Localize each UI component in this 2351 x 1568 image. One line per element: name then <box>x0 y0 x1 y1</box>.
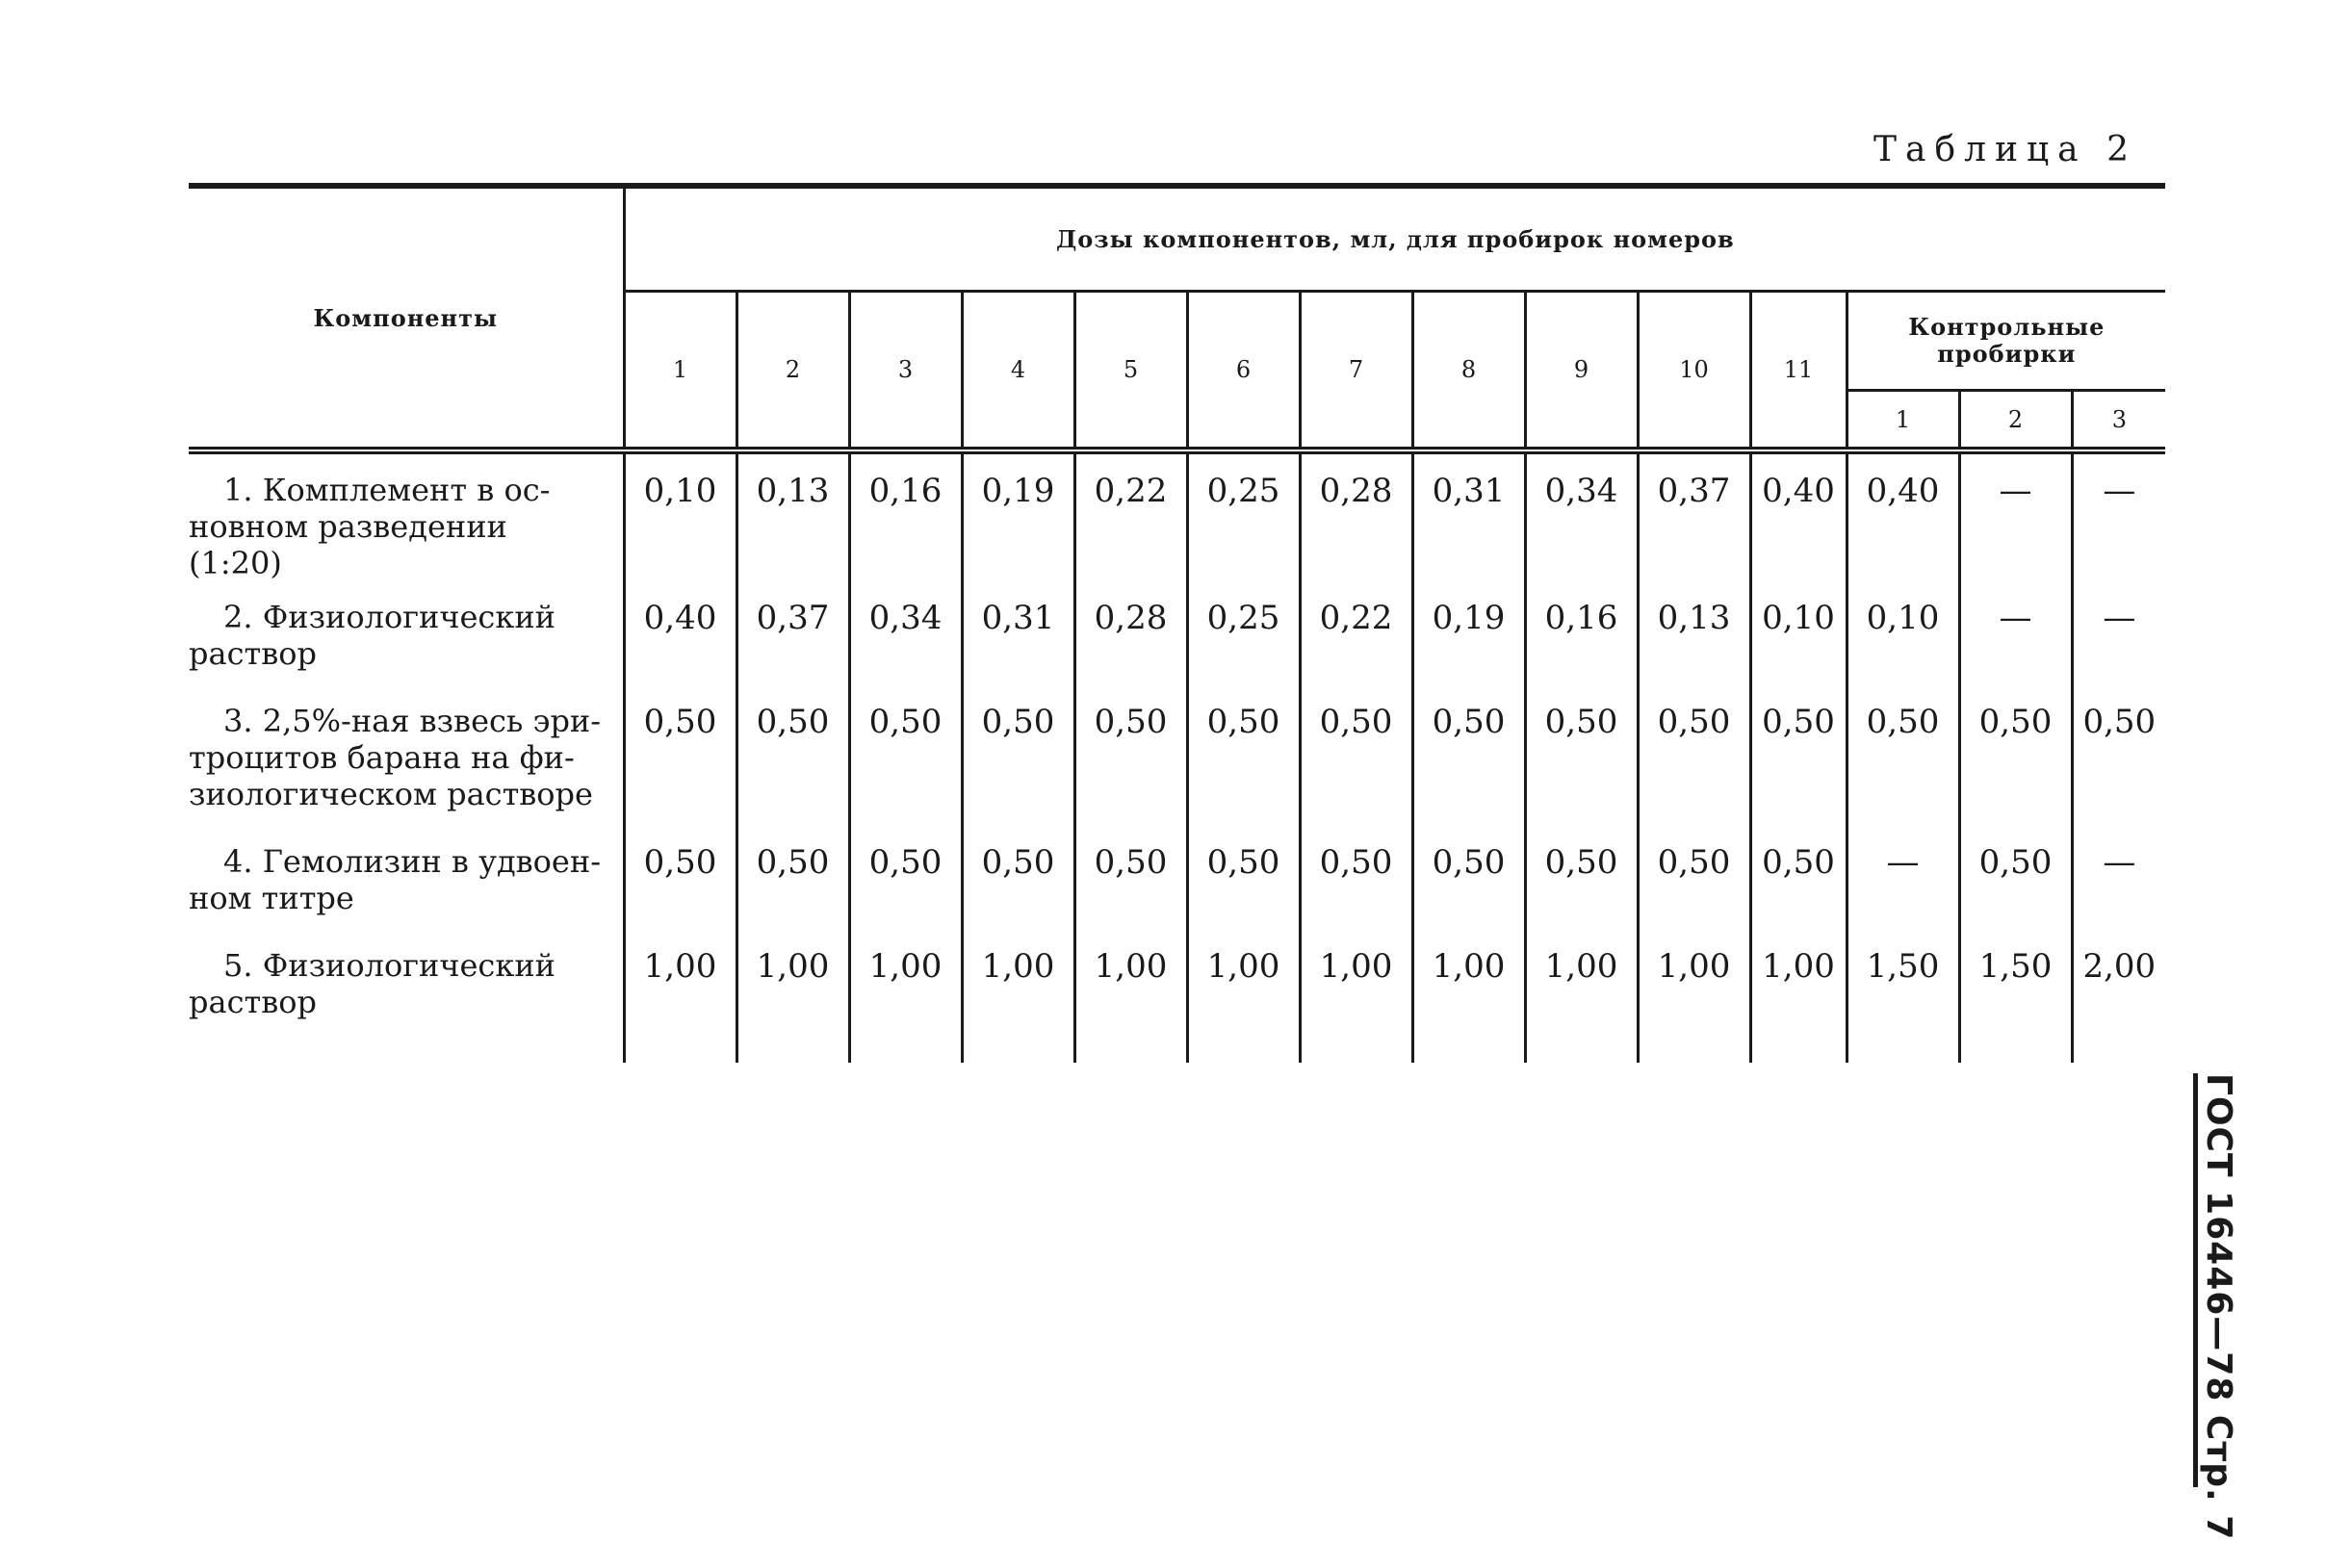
dose-cell: 0,50 <box>736 685 849 826</box>
control-dose-cell: 0,50 <box>2072 685 2165 826</box>
page-side-title <box>2193 1073 2243 1541</box>
dose-cell: 0,50 <box>1525 685 1638 826</box>
control-tube-number: 3 <box>2072 391 2165 451</box>
tube-number: 9 <box>1525 292 1638 451</box>
tube-number: 11 <box>1750 292 1847 451</box>
control-dose-cell: 1,50 <box>1959 930 2072 1063</box>
dose-cell: 0,50 <box>849 826 962 930</box>
dose-cell: 0,40 <box>1750 450 1847 581</box>
component-name: 5. Физиологический раствор <box>189 947 555 1020</box>
dose-cell: 0,50 <box>1638 826 1750 930</box>
dose-cell: 0,50 <box>624 826 736 930</box>
dose-cell: 0,16 <box>849 450 962 581</box>
dose-cell: 0,28 <box>1074 581 1187 685</box>
dose-cell: 1,00 <box>1187 930 1300 1063</box>
tube-number: 8 <box>1412 292 1525 451</box>
dose-cell: 0,40 <box>624 581 736 685</box>
control-dose-cell: 2,00 <box>2072 930 2165 1063</box>
dose-cell: 0,50 <box>1412 685 1525 826</box>
standard-page-number: ГОСТ 16446—78 Стр. 7 <box>2199 1073 2238 1541</box>
dose-cell: 0,50 <box>1187 685 1300 826</box>
dose-cell: 0,25 <box>1187 581 1300 685</box>
dose-cell: 1,00 <box>624 930 736 1063</box>
dose-cell: 0,22 <box>1074 450 1187 581</box>
control-dose-cell: 0,50 <box>1847 685 1959 826</box>
dose-cell: 0,50 <box>1525 826 1638 930</box>
dose-cell: 0,50 <box>1074 826 1187 930</box>
tube-number: 6 <box>1187 292 1300 451</box>
control-dose-cell: 0,40 <box>1847 450 1959 581</box>
dose-cell: 1,00 <box>849 930 962 1063</box>
control-dose-cell: — <box>2072 450 2165 581</box>
dose-table <box>189 183 2165 1063</box>
control-dose-cell: — <box>1959 581 2072 685</box>
tube-number: 2 <box>736 292 849 451</box>
dose-cell: 0,28 <box>1300 450 1412 581</box>
dose-cell: 0,50 <box>962 826 1074 930</box>
dose-cell: 0,13 <box>736 450 849 581</box>
dose-cell: 0,50 <box>1750 685 1847 826</box>
tube-number: 4 <box>962 292 1074 451</box>
table-row <box>189 826 2165 930</box>
dose-cell: 0,50 <box>1300 826 1412 930</box>
dose-cell: 0,37 <box>1638 450 1750 581</box>
dose-cell: 0,19 <box>962 450 1074 581</box>
control-dose-cell: — <box>2072 826 2165 930</box>
dose-cell: 0,50 <box>962 685 1074 826</box>
control-dose-cell: 0,50 <box>1959 826 2072 930</box>
dose-cell: 1,00 <box>736 930 849 1063</box>
dose-cell: 0,50 <box>624 685 736 826</box>
control-dose-cell: — <box>2072 581 2165 685</box>
tube-number: 3 <box>849 292 962 451</box>
table-row <box>189 581 2165 685</box>
table-row <box>189 930 2165 1063</box>
dose-cell: 0,50 <box>736 826 849 930</box>
table-row <box>189 450 2165 581</box>
control-dose-cell: — <box>1847 826 1959 930</box>
dose-cell: 0,25 <box>1187 450 1300 581</box>
tube-number: 5 <box>1074 292 1187 451</box>
control-dose-cell: 0,50 <box>1959 685 2072 826</box>
doses-header: Дозы компонентов, мл, для пробирок номеров <box>624 186 2165 292</box>
dose-cell: 1,00 <box>1300 930 1412 1063</box>
dose-cell: 0,50 <box>1412 826 1525 930</box>
dose-cell: 1,00 <box>962 930 1074 1063</box>
dose-cell: 0,34 <box>1525 450 1638 581</box>
tube-number: 7 <box>1300 292 1412 451</box>
control-dose-cell: 1,50 <box>1847 930 1959 1063</box>
dose-cell: 0,37 <box>736 581 849 685</box>
dose-cell: 0,10 <box>1750 581 1847 685</box>
control-tube-number: 1 <box>1847 391 1959 451</box>
component-name: 4. Гемолизин в удвоен- ном титре <box>189 843 601 916</box>
dose-cell: 0,22 <box>1300 581 1412 685</box>
dose-cell: 0,50 <box>1074 685 1187 826</box>
component-name: 3. 2,5%-ная взвесь эри- троцитов барана на фи- зиологическом растворе <box>189 703 602 812</box>
dose-cell: 1,00 <box>1638 930 1750 1063</box>
dose-cell: 1,00 <box>1525 930 1638 1063</box>
component-name: 2. Физиологический раствор <box>189 599 555 672</box>
dose-cell: 1,00 <box>1412 930 1525 1063</box>
components-header: Компоненты <box>189 186 624 450</box>
dose-cell: 0,10 <box>624 450 736 581</box>
dose-cell: 1,00 <box>1750 930 1847 1063</box>
dose-cell: 0,13 <box>1638 581 1750 685</box>
dose-cell: 0,50 <box>1750 826 1847 930</box>
dose-cell: 0,50 <box>1638 685 1750 826</box>
dose-cell: 0,50 <box>1300 685 1412 826</box>
dose-cell: 0,31 <box>962 581 1074 685</box>
control-tubes-header: Контрольные пробирки <box>1847 292 2165 391</box>
tube-number: 10 <box>1638 292 1750 451</box>
component-name: 1. Комплемент в ос- новном разведении (1:20) <box>189 472 551 581</box>
dose-cell: 0,16 <box>1525 581 1638 685</box>
tube-number: 1 <box>624 292 736 451</box>
table-row <box>189 685 2165 826</box>
table-caption: Таблица 2 <box>1873 130 2137 169</box>
dose-cell: 0,31 <box>1412 450 1525 581</box>
dose-cell: 0,50 <box>849 685 962 826</box>
control-dose-cell: 0,10 <box>1847 581 1959 685</box>
control-dose-cell: — <box>1959 450 2072 581</box>
dose-cell: 0,19 <box>1412 581 1525 685</box>
dose-cell: 0,50 <box>1187 826 1300 930</box>
dose-cell: 1,00 <box>1074 930 1187 1063</box>
dose-cell: 0,34 <box>849 581 962 685</box>
control-tube-number: 2 <box>1959 391 2072 451</box>
